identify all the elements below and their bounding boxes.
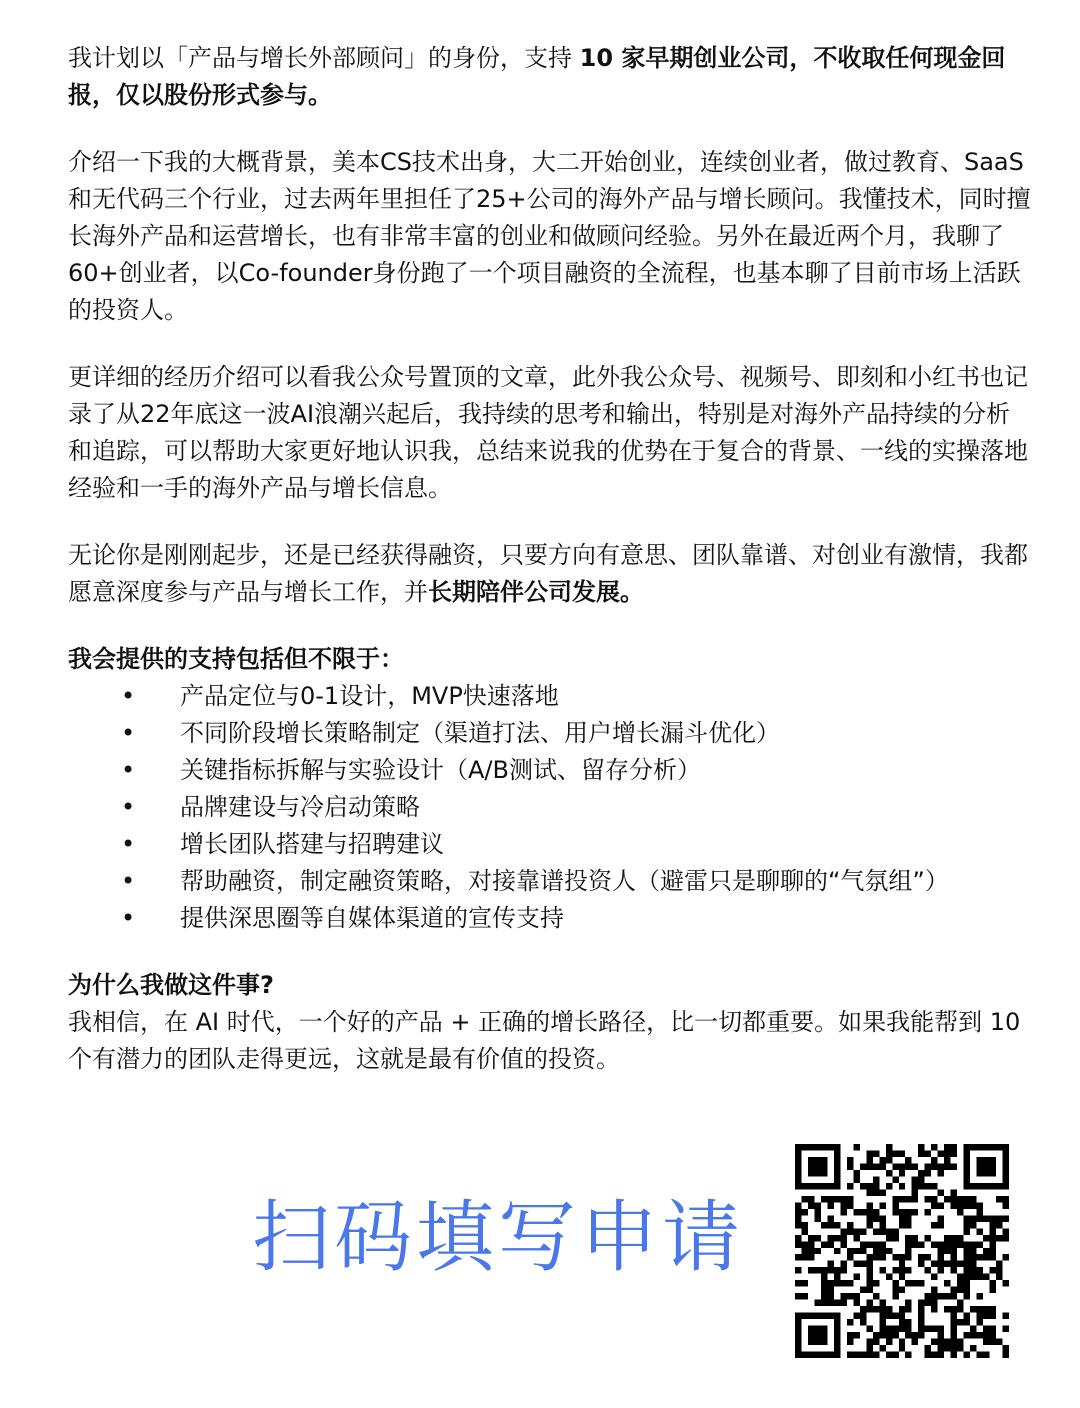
list-item-text: 不同阶段增长策略制定（渠道打法、用户增长漏斗优化） xyxy=(180,719,780,747)
list-item xyxy=(68,900,1033,937)
qr-code-icon[interactable] xyxy=(795,1144,1009,1358)
document-body xyxy=(68,40,1033,1078)
list-item xyxy=(68,826,1033,863)
bullet: • xyxy=(121,830,136,858)
intro-paragraph-1 xyxy=(68,40,1033,114)
intro-p4-text: 无论你是刚刚起步，还是已经获得融资，只要方向有意思、团队靠谱、对创业有激情，我都愿意深度参与产品与增长工作，并 xyxy=(68,541,1028,606)
intro-paragraph-4 xyxy=(68,537,1033,611)
bullet: • xyxy=(121,719,136,747)
list-item xyxy=(68,752,1033,789)
why-title: 为什么我做这件事? xyxy=(68,971,274,999)
list-item-text: 品牌建设与冷启动策略 xyxy=(180,793,420,821)
bullet: • xyxy=(121,904,136,932)
support-title: 我会提供的支持包括但不限于： xyxy=(68,645,404,673)
list-item xyxy=(68,863,1033,900)
intro-p1-text: 我计划以「产品与增长外部顾问」的身份，支持 xyxy=(68,44,580,72)
intro-p1-highlight: 10 家早期创业公司，不收取任何现金回报，仅以股份形式参与。 xyxy=(68,44,1006,109)
list-item xyxy=(68,715,1033,752)
bullet: • xyxy=(121,867,136,895)
list-item-text: 关键指标拆解与实验设计（A/B测试、留存分析） xyxy=(180,756,701,784)
bullet: • xyxy=(121,793,136,821)
list-item xyxy=(68,789,1033,826)
apply-cta-text: 扫码填写申请 xyxy=(252,1193,745,1283)
bullet: • xyxy=(121,756,136,784)
list-item-text: 提供深思圈等自媒体渠道的宣传支持 xyxy=(180,904,564,932)
intro-p4-highlight: 长期陪伴公司发展。 xyxy=(428,578,644,606)
support-list xyxy=(68,678,1033,937)
bullet: • xyxy=(121,682,136,710)
why-body: 我相信，在 AI 时代，一个好的产品 + 正确的增长路径，比一切都重要。如果我能帮到 10 个有潜力的团队走得更远，这就是最有价值的投资。 xyxy=(68,1008,1021,1073)
intro-paragraph-2: 介绍一下我的大概背景，美本CS技术出身，大二开始创业，连续创业者，做过教育、SaaS和无代码三个行业，过去两年里担任了25+公司的海外产品与增长顾问。我懂技术，同时擅长海外产品和运营增长，也有非常丰富的创业和做顾问经验。另外在最近两个月，我聊了60+创业者，以Co-founder身份跑了一个项目融资的全流程，也基本聊了目前市场上活跃的投资人。 xyxy=(68,148,1031,324)
list-item-text: 产品定位与0-1设计，MVP快速落地 xyxy=(180,682,559,710)
list-item-text: 增长团队搭建与招聘建议 xyxy=(180,830,444,858)
list-item xyxy=(68,678,1033,715)
list-item-text: 帮助融资，制定融资策略，对接靠谱投资人（避雷只是聊聊的“气氛组”） xyxy=(180,867,949,895)
intro-paragraph-3: 更详细的经历介绍可以看我公众号置顶的文章，此外我公众号、视频号、即刻和小红书也记录了从22年底这一波AI浪潮兴起后，我持续的思考和输出，特别是对海外产品持续的分析和追踪，可以帮助大家更好地认识我，总结来说我的优势在于复合的背景、一线的实操落地经验和一手的海外产品与增长信息。 xyxy=(68,363,1028,502)
